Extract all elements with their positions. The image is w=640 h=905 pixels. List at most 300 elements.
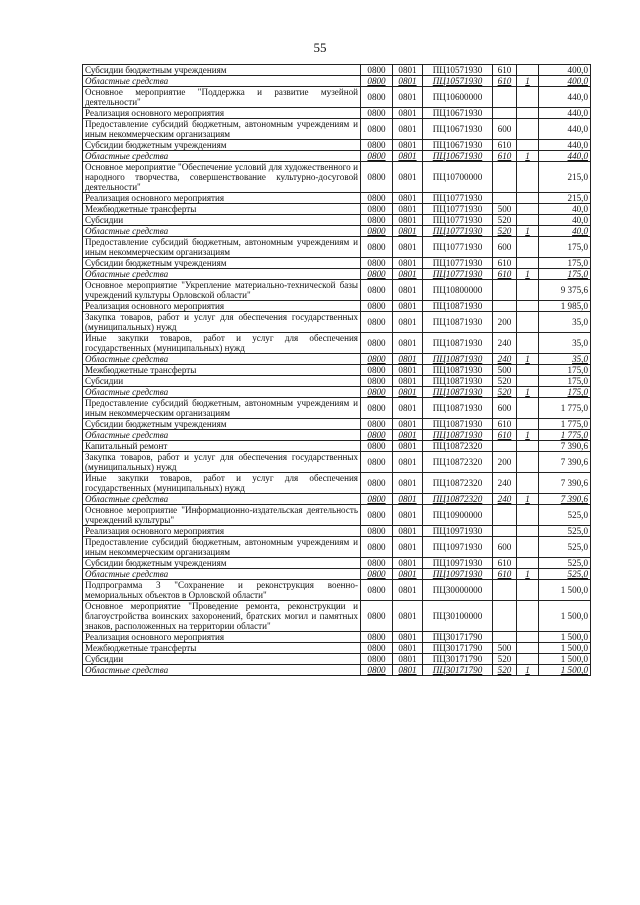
row-section-code: 0800 — [361, 280, 393, 301]
row-subsection-code: 0801 — [393, 87, 423, 108]
table-row — [83, 473, 591, 494]
row-target-article: ПЦ10771930 — [423, 215, 493, 226]
row-source-code: 1 — [517, 76, 539, 87]
row-target-article: ПЦ10871930 — [423, 354, 493, 365]
table-row — [83, 269, 591, 280]
table-row — [83, 365, 591, 376]
row-target-article: ПЦ10771930 — [423, 258, 493, 269]
row-section-code: 0800 — [361, 151, 393, 162]
row-section-code: 0800 — [361, 558, 393, 569]
row-amount: 1 500,0 — [539, 643, 591, 654]
row-amount: 1 500,0 — [539, 632, 591, 643]
row-amount: 175,0 — [539, 237, 591, 258]
row-name: Межбюджетные трансферты — [83, 365, 361, 376]
row-subsection-code: 0801 — [393, 237, 423, 258]
table-row — [83, 526, 591, 537]
row-subsection-code: 0801 — [393, 226, 423, 237]
row-subsection-code: 0801 — [393, 354, 423, 365]
row-section-code: 0800 — [361, 76, 393, 87]
row-section-code: 0800 — [361, 226, 393, 237]
row-target-article: ПЦ10871930 — [423, 387, 493, 398]
table-row — [83, 237, 591, 258]
row-target-article: ПЦ10971930 — [423, 569, 493, 580]
row-amount: 7 390,6 — [539, 473, 591, 494]
row-target-article: ПЦ10971930 — [423, 558, 493, 569]
row-source-code: 1 — [517, 354, 539, 365]
row-source-code — [517, 526, 539, 537]
row-expense-type: 610 — [493, 558, 517, 569]
row-name: Предоставление субсидий бюджетным, автономным учреждениям и иным некоммерческим организациям — [83, 537, 361, 558]
row-expense-type — [493, 87, 517, 108]
row-name: Капитальный ремонт — [83, 441, 361, 452]
row-amount: 9 375,6 — [539, 280, 591, 301]
table-row — [83, 162, 591, 193]
row-target-article: ПЦ10671930 — [423, 119, 493, 140]
table-row — [83, 376, 591, 387]
row-source-code — [517, 162, 539, 193]
row-amount: 400,0 — [539, 76, 591, 87]
row-subsection-code: 0801 — [393, 312, 423, 333]
row-amount: 175,0 — [539, 365, 591, 376]
table-row — [83, 215, 591, 226]
row-name: Областные средства — [83, 226, 361, 237]
row-source-code — [517, 643, 539, 654]
row-source-code — [517, 441, 539, 452]
row-subsection-code: 0801 — [393, 601, 423, 632]
row-source-code — [517, 65, 539, 76]
table-row — [83, 665, 591, 676]
row-section-code: 0800 — [361, 258, 393, 269]
table-row — [83, 580, 591, 601]
row-target-article: ПЦ10671930 — [423, 108, 493, 119]
row-subsection-code: 0801 — [393, 301, 423, 312]
row-expense-type: 240 — [493, 354, 517, 365]
row-amount: 1 500,0 — [539, 601, 591, 632]
row-name: Субсидии бюджетным учреждениям — [83, 65, 361, 76]
row-name: Основное мероприятие "Информационно-издательская деятельность учреждений культуры" — [83, 505, 361, 526]
row-name: Предоставление субсидий бюджетным, автономным учреждениям и иным некоммерческим организациям — [83, 119, 361, 140]
row-source-code: 1 — [517, 665, 539, 676]
row-target-article: ПЦ10871930 — [423, 301, 493, 312]
row-target-article: ПЦ10971930 — [423, 526, 493, 537]
row-section-code: 0800 — [361, 494, 393, 505]
row-name: Субсидии — [83, 654, 361, 665]
row-source-code — [517, 505, 539, 526]
table-row — [83, 505, 591, 526]
row-source-code — [517, 419, 539, 430]
row-subsection-code: 0801 — [393, 76, 423, 87]
row-amount: 35,0 — [539, 354, 591, 365]
row-amount: 525,0 — [539, 558, 591, 569]
row-name: Областные средства — [83, 665, 361, 676]
row-expense-type: 520 — [493, 387, 517, 398]
row-source-code: 1 — [517, 494, 539, 505]
row-name: Иные закупки товаров, работ и услуг для обеспечения государственных (муниципальных) нужд — [83, 473, 361, 494]
table-row — [83, 441, 591, 452]
table-row — [83, 354, 591, 365]
row-subsection-code: 0801 — [393, 580, 423, 601]
row-expense-type: 610 — [493, 76, 517, 87]
row-amount: 440,0 — [539, 140, 591, 151]
row-expense-type — [493, 580, 517, 601]
row-subsection-code: 0801 — [393, 526, 423, 537]
row-expense-type: 200 — [493, 452, 517, 473]
row-name: Субсидии бюджетным учреждениям — [83, 140, 361, 151]
row-subsection-code: 0801 — [393, 65, 423, 76]
row-subsection-code: 0801 — [393, 665, 423, 676]
row-target-article: ПЦ30171790 — [423, 643, 493, 654]
row-amount: 1 775,0 — [539, 419, 591, 430]
row-section-code: 0800 — [361, 654, 393, 665]
row-target-article: ПЦ10872320 — [423, 441, 493, 452]
row-amount: 7 390,6 — [539, 452, 591, 473]
row-target-article: ПЦ10671930 — [423, 140, 493, 151]
row-section-code: 0800 — [361, 269, 393, 280]
row-subsection-code: 0801 — [393, 643, 423, 654]
row-subsection-code: 0801 — [393, 151, 423, 162]
row-expense-type — [493, 526, 517, 537]
row-name: Областные средства — [83, 430, 361, 441]
row-expense-type: 610 — [493, 269, 517, 280]
row-target-article: ПЦ10872320 — [423, 452, 493, 473]
row-section-code: 0800 — [361, 632, 393, 643]
row-expense-type: 520 — [493, 654, 517, 665]
row-amount: 35,0 — [539, 333, 591, 354]
row-expense-type: 610 — [493, 140, 517, 151]
row-source-code — [517, 376, 539, 387]
row-amount: 440,0 — [539, 151, 591, 162]
row-source-code — [517, 119, 539, 140]
row-subsection-code: 0801 — [393, 280, 423, 301]
row-target-article: ПЦ10771930 — [423, 237, 493, 258]
row-section-code: 0800 — [361, 537, 393, 558]
row-amount: 7 390,6 — [539, 441, 591, 452]
row-expense-type: 520 — [493, 376, 517, 387]
row-subsection-code: 0801 — [393, 494, 423, 505]
row-name: Реализация основного мероприятия — [83, 193, 361, 204]
row-name: Закупка товаров, работ и услуг для обеспечения государственных (муниципальных) нужд — [83, 312, 361, 333]
row-source-code — [517, 301, 539, 312]
row-target-article: ПЦ10871930 — [423, 312, 493, 333]
row-amount: 215,0 — [539, 193, 591, 204]
row-expense-type: 520 — [493, 226, 517, 237]
row-name: Областные средства — [83, 494, 361, 505]
row-source-code: 1 — [517, 269, 539, 280]
row-section-code: 0800 — [361, 312, 393, 333]
row-source-code — [517, 333, 539, 354]
row-section-code: 0800 — [361, 162, 393, 193]
table-row — [83, 301, 591, 312]
table-row — [83, 398, 591, 419]
table-row — [83, 558, 591, 569]
row-source-code — [517, 601, 539, 632]
row-name: Основное мероприятие "Обеспечение условий для художественного и народного творчества, совершенствование культурно-досуговой деятельности" — [83, 162, 361, 193]
row-name: Подпрограмма 3 "Сохранение и реконструкция военно-мемориальных объектов в Орловской области" — [83, 580, 361, 601]
row-expense-type: 600 — [493, 537, 517, 558]
row-amount: 440,0 — [539, 119, 591, 140]
row-target-article: ПЦ10871930 — [423, 419, 493, 430]
table-row — [83, 419, 591, 430]
row-target-article: ПЦ30000000 — [423, 580, 493, 601]
row-expense-type: 240 — [493, 494, 517, 505]
row-target-article: ПЦ10771930 — [423, 204, 493, 215]
row-source-code: 1 — [517, 226, 539, 237]
row-target-article: ПЦ10571930 — [423, 76, 493, 87]
row-source-code — [517, 473, 539, 494]
row-expense-type: 500 — [493, 204, 517, 215]
table-row — [83, 204, 591, 215]
row-source-code — [517, 654, 539, 665]
row-source-code — [517, 140, 539, 151]
row-name: Межбюджетные трансферты — [83, 643, 361, 654]
row-name: Основное мероприятие "Укрепление материально-технической базы учреждений культуры Орловской области" — [83, 280, 361, 301]
row-section-code: 0800 — [361, 473, 393, 494]
row-source-code: 1 — [517, 151, 539, 162]
row-source-code — [517, 558, 539, 569]
row-name: Межбюджетные трансферты — [83, 204, 361, 215]
row-expense-type: 500 — [493, 643, 517, 654]
row-subsection-code: 0801 — [393, 430, 423, 441]
page-number: 55 — [313, 40, 327, 55]
row-name: Основное мероприятие "Проведение ремонта, реконструкции и благоустройства воинских захоронений, братских могил и памятных знаков, расположенных на территории области" — [83, 601, 361, 632]
row-expense-type: 610 — [493, 65, 517, 76]
row-source-code — [517, 87, 539, 108]
row-expense-type: 610 — [493, 430, 517, 441]
row-target-article: ПЦ10871930 — [423, 398, 493, 419]
row-source-code — [517, 365, 539, 376]
row-expense-type — [493, 601, 517, 632]
row-amount: 1 500,0 — [539, 654, 591, 665]
row-expense-type: 600 — [493, 119, 517, 140]
row-section-code: 0800 — [361, 193, 393, 204]
row-section-code: 0800 — [361, 419, 393, 430]
row-target-article: ПЦ10871930 — [423, 430, 493, 441]
row-target-article: ПЦ10771930 — [423, 193, 493, 204]
row-name: Предоставление субсидий бюджетным, автономным учреждениям и иным некоммерческим организациям — [83, 398, 361, 419]
row-amount: 40,0 — [539, 215, 591, 226]
row-section-code: 0800 — [361, 387, 393, 398]
row-name: Предоставление субсидий бюджетным, автономным учреждениям и иным некоммерческим организациям — [83, 237, 361, 258]
table-row — [83, 430, 591, 441]
table-row — [83, 140, 591, 151]
table-row — [83, 65, 591, 76]
row-target-article: ПЦ10700000 — [423, 162, 493, 193]
table-row — [83, 387, 591, 398]
row-section-code: 0800 — [361, 65, 393, 76]
row-expense-type — [493, 162, 517, 193]
row-section-code: 0800 — [361, 108, 393, 119]
row-expense-type — [493, 193, 517, 204]
row-subsection-code: 0801 — [393, 119, 423, 140]
budget-table — [82, 64, 591, 676]
row-section-code: 0800 — [361, 452, 393, 473]
row-name: Основное мероприятие "Поддержка и развитие музейной деятельности" — [83, 87, 361, 108]
table-row — [83, 333, 591, 354]
table-row — [83, 537, 591, 558]
row-subsection-code: 0801 — [393, 452, 423, 473]
table-row — [83, 76, 591, 87]
row-name: Реализация основного мероприятия — [83, 526, 361, 537]
table-row — [83, 280, 591, 301]
row-expense-type — [493, 505, 517, 526]
row-name: Закупка товаров, работ и услуг для обеспечения государственных (муниципальных) нужд — [83, 452, 361, 473]
row-section-code: 0800 — [361, 204, 393, 215]
row-expense-type: 610 — [493, 258, 517, 269]
row-source-code — [517, 632, 539, 643]
row-amount: 1 985,0 — [539, 301, 591, 312]
row-expense-type — [493, 632, 517, 643]
row-name: Иные закупки товаров, работ и услуг для обеспечения государственных (муниципальных) нужд — [83, 333, 361, 354]
table-row — [83, 108, 591, 119]
row-expense-type — [493, 108, 517, 119]
row-amount: 1 775,0 — [539, 398, 591, 419]
row-subsection-code: 0801 — [393, 632, 423, 643]
row-amount: 40,0 — [539, 226, 591, 237]
row-expense-type: 500 — [493, 365, 517, 376]
row-target-article: ПЦ10771930 — [423, 269, 493, 280]
row-section-code: 0800 — [361, 215, 393, 226]
row-name: Реализация основного мероприятия — [83, 301, 361, 312]
row-amount: 1 500,0 — [539, 580, 591, 601]
row-amount: 1 775,0 — [539, 430, 591, 441]
row-source-code — [517, 537, 539, 558]
row-expense-type: 610 — [493, 151, 517, 162]
row-expense-type — [493, 441, 517, 452]
row-name: Реализация основного мероприятия — [83, 632, 361, 643]
table-row — [83, 654, 591, 665]
row-subsection-code: 0801 — [393, 193, 423, 204]
row-name: Областные средства — [83, 354, 361, 365]
row-section-code: 0800 — [361, 569, 393, 580]
row-source-code: 1 — [517, 569, 539, 580]
table-row — [83, 151, 591, 162]
table-row — [83, 632, 591, 643]
row-name: Областные средства — [83, 569, 361, 580]
row-section-code: 0800 — [361, 601, 393, 632]
table-row — [83, 601, 591, 632]
row-expense-type: 240 — [493, 473, 517, 494]
row-target-article: ПЦ30100000 — [423, 601, 493, 632]
row-amount: 525,0 — [539, 505, 591, 526]
row-expense-type: 600 — [493, 237, 517, 258]
table-row — [83, 258, 591, 269]
row-section-code: 0800 — [361, 398, 393, 419]
row-target-article: ПЦ10600000 — [423, 87, 493, 108]
row-target-article: ПЦ10671930 — [423, 151, 493, 162]
row-amount: 400,0 — [539, 65, 591, 76]
table-row — [83, 193, 591, 204]
row-subsection-code: 0801 — [393, 204, 423, 215]
row-name: Областные средства — [83, 76, 361, 87]
row-amount: 1 500,0 — [539, 665, 591, 676]
row-section-code: 0800 — [361, 430, 393, 441]
row-target-article: ПЦ10800000 — [423, 280, 493, 301]
row-target-article: ПЦ10771930 — [423, 226, 493, 237]
row-subsection-code: 0801 — [393, 537, 423, 558]
row-target-article: ПЦ30171790 — [423, 632, 493, 643]
row-name: Субсидии — [83, 215, 361, 226]
row-section-code: 0800 — [361, 526, 393, 537]
row-name: Субсидии бюджетным учреждениям — [83, 419, 361, 430]
row-expense-type: 520 — [493, 665, 517, 676]
row-amount: 525,0 — [539, 569, 591, 580]
row-section-code: 0800 — [361, 376, 393, 387]
table-row — [83, 87, 591, 108]
row-expense-type — [493, 280, 517, 301]
row-source-code — [517, 398, 539, 419]
row-section-code: 0800 — [361, 580, 393, 601]
row-amount: 40,0 — [539, 204, 591, 215]
row-name: Субсидии — [83, 376, 361, 387]
row-amount: 175,0 — [539, 376, 591, 387]
row-subsection-code: 0801 — [393, 376, 423, 387]
row-section-code: 0800 — [361, 301, 393, 312]
row-source-code — [517, 237, 539, 258]
row-name: Областные средства — [83, 269, 361, 280]
table-row — [83, 494, 591, 505]
row-subsection-code: 0801 — [393, 140, 423, 151]
row-subsection-code: 0801 — [393, 162, 423, 193]
row-target-article: ПЦ10871930 — [423, 365, 493, 376]
row-subsection-code: 0801 — [393, 569, 423, 580]
row-expense-type — [493, 301, 517, 312]
row-target-article: ПЦ10900000 — [423, 505, 493, 526]
row-subsection-code: 0801 — [393, 419, 423, 430]
row-source-code — [517, 452, 539, 473]
row-name: Субсидии бюджетным учреждениям — [83, 558, 361, 569]
row-subsection-code: 0801 — [393, 473, 423, 494]
row-amount: 440,0 — [539, 87, 591, 108]
row-source-code — [517, 280, 539, 301]
row-expense-type: 240 — [493, 333, 517, 354]
row-section-code: 0800 — [361, 237, 393, 258]
row-subsection-code: 0801 — [393, 269, 423, 280]
row-expense-type: 600 — [493, 398, 517, 419]
row-subsection-code: 0801 — [393, 365, 423, 376]
row-section-code: 0800 — [361, 441, 393, 452]
row-amount: 525,0 — [539, 526, 591, 537]
row-source-code — [517, 258, 539, 269]
row-subsection-code: 0801 — [393, 333, 423, 354]
row-subsection-code: 0801 — [393, 258, 423, 269]
table-row — [83, 312, 591, 333]
row-amount: 7 390,6 — [539, 494, 591, 505]
row-source-code — [517, 580, 539, 601]
row-amount: 35,0 — [539, 312, 591, 333]
row-source-code — [517, 108, 539, 119]
table-row — [83, 452, 591, 473]
row-subsection-code: 0801 — [393, 654, 423, 665]
row-section-code: 0800 — [361, 505, 393, 526]
row-amount: 175,0 — [539, 258, 591, 269]
row-target-article: ПЦ30171790 — [423, 654, 493, 665]
row-source-code: 1 — [517, 430, 539, 441]
row-source-code — [517, 215, 539, 226]
row-source-code: 1 — [517, 387, 539, 398]
row-target-article: ПЦ10871930 — [423, 376, 493, 387]
table-row — [83, 226, 591, 237]
row-expense-type: 200 — [493, 312, 517, 333]
row-expense-type: 520 — [493, 215, 517, 226]
row-target-article: ПЦ10571930 — [423, 65, 493, 76]
row-section-code: 0800 — [361, 354, 393, 365]
row-target-article: ПЦ10871930 — [423, 333, 493, 354]
row-target-article: ПЦ30171790 — [423, 665, 493, 676]
row-subsection-code: 0801 — [393, 505, 423, 526]
table-row — [83, 643, 591, 654]
row-target-article: ПЦ10872320 — [423, 473, 493, 494]
row-section-code: 0800 — [361, 87, 393, 108]
